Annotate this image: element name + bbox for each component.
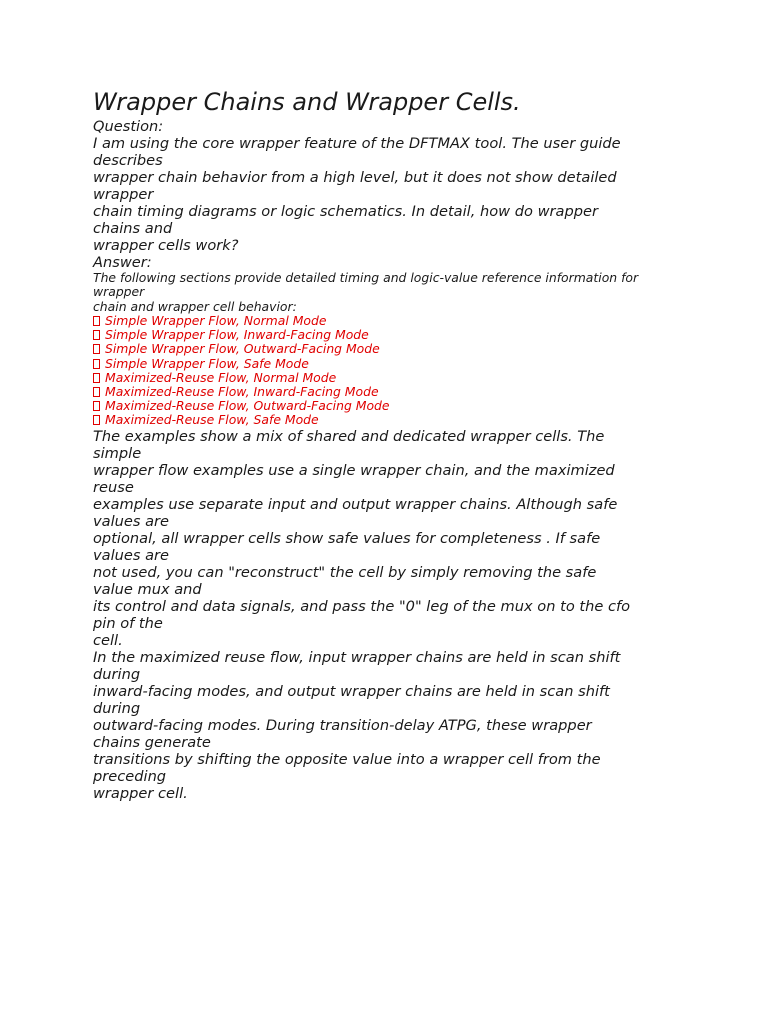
body-line: The examples show a mix of shared and dedicated wrapper cells. The (93, 427, 605, 445)
body-line: simple (93, 444, 142, 462)
body-line: chains generate (93, 733, 211, 751)
body-line: during (93, 699, 141, 717)
answer-body (93, 428, 673, 802)
section-link[interactable] (93, 385, 673, 399)
section-link-label: Simple Wrapper Flow, Outward-Facing Mode (105, 341, 380, 357)
body-line: not used, you can "reconstruct" the cell by simply removing the safe (93, 563, 597, 581)
body-line: outward-facing modes. During transition-delay ATPG, these wrapper (93, 716, 592, 734)
missing-glyph-bullet-icon (93, 316, 100, 326)
section-link-label: Simple Wrapper Flow, Normal Mode (105, 312, 327, 328)
intro-line: The following sections provide detailed timing and logic-value reference information for (93, 270, 639, 285)
body-line: cell. (93, 631, 123, 649)
question-line: wrapper cells work? (93, 237, 239, 254)
body-line: inward-facing modes, and output wrapper chains are held in scan shift (93, 682, 610, 700)
section-link-label: Simple Wrapper Flow, Inward-Facing Mode (105, 327, 369, 343)
missing-glyph-bullet-icon (93, 330, 100, 340)
section-link[interactable] (93, 413, 673, 427)
question-text (93, 135, 673, 254)
body-line: values are (93, 512, 170, 530)
body-line: value mux and (93, 580, 202, 598)
section-link-label: Maximized-Reuse Flow, Inward-Facing Mode (105, 383, 379, 399)
body-line: values are (93, 546, 170, 564)
intro-line: wrapper (93, 284, 145, 300)
body-line: during (93, 665, 141, 683)
intro-line: chain and wrapper cell behavior: (93, 298, 297, 314)
missing-glyph-bullet-icon (93, 344, 100, 354)
missing-glyph-bullet-icon (93, 373, 100, 383)
body-line: wrapper flow examples use a single wrapper chain, and the maximized (93, 461, 615, 479)
question-section (93, 118, 673, 271)
document-page (93, 86, 673, 802)
body-line: pin of the (93, 614, 163, 632)
body-line: its control and data signals, and pass the "0" leg of the mux on to the cfo (93, 597, 631, 615)
missing-glyph-bullet-icon (93, 415, 100, 425)
body-line: In the maximized reuse flow, input wrapper chains are held in scan shift (93, 648, 621, 666)
section-link-label: Simple Wrapper Flow, Safe Mode (105, 355, 309, 371)
section-link[interactable] (93, 314, 673, 328)
question-label: Question: (93, 118, 164, 135)
answer-label: Answer: (93, 254, 152, 271)
section-link-label: Maximized-Reuse Flow, Normal Mode (105, 369, 337, 385)
question-line: chain timing diagrams or logic schematics. In detail, how do wrapper (93, 203, 598, 220)
body-line: wrapper cell. (93, 784, 188, 802)
section-link[interactable] (93, 399, 673, 413)
section-link-label: Maximized-Reuse Flow, Outward-Facing Mode (105, 398, 390, 414)
section-link[interactable] (93, 342, 673, 356)
missing-glyph-bullet-icon (93, 401, 100, 411)
answer-intro (93, 271, 673, 314)
section-link[interactable] (93, 371, 673, 385)
page-title: Wrapper Chains and Wrapper Cells. (93, 88, 521, 116)
body-line: transitions by shifting the opposite value into a wrapper cell from the (93, 750, 601, 768)
missing-glyph-bullet-icon (93, 387, 100, 397)
question-line: wrapper (93, 186, 154, 203)
section-link[interactable] (93, 328, 673, 342)
missing-glyph-bullet-icon (93, 359, 100, 369)
question-line: wrapper chain behavior from a high level, but it does not show detailed (93, 169, 617, 186)
body-line: reuse (93, 478, 134, 496)
section-link-label: Maximized-Reuse Flow, Safe Mode (105, 412, 319, 428)
question-line: I am using the core wrapper feature of the DFTMAX tool. The user guide (93, 135, 621, 152)
question-line: chains and (93, 220, 173, 237)
section-link-list (93, 314, 673, 428)
body-line: examples use separate input and output wrapper chains. Although safe (93, 495, 618, 513)
body-line: optional, all wrapper cells show safe values for completeness . If safe (93, 529, 601, 547)
question-line: describes (93, 152, 163, 169)
section-link[interactable] (93, 357, 673, 371)
body-line: preceding (93, 767, 167, 785)
